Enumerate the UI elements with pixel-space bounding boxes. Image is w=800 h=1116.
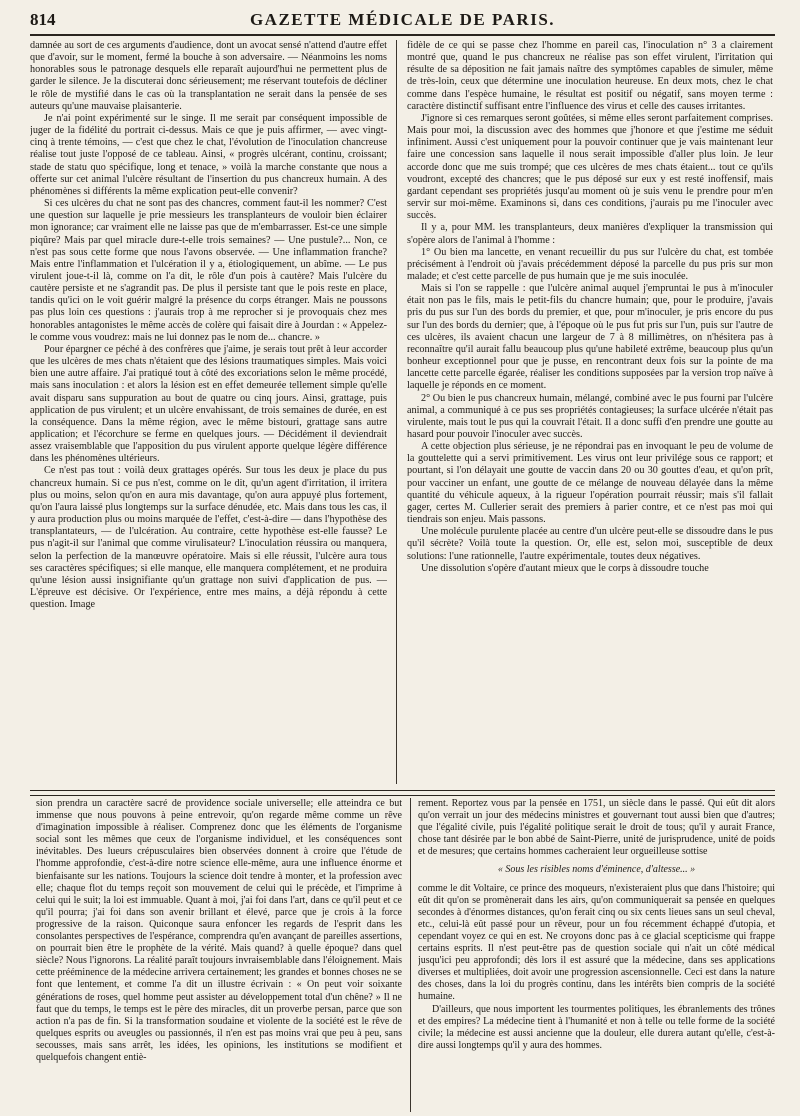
feuilleton-column-left bbox=[36, 798, 402, 1112]
paragraph: Mais si l'on se rappelle : que l'ulcère animal auquel j'empruntai le pus à m'inoculer était non pas le fils, mais le petit-fils du chancre humain; que, pour le produire, j'avais pris du pus sur l'un des bords du premier, et que, pour m'inoculer, je pris encore du pus sur l'un des bords du dernier; que, à l'époque où le pus fut pris sur l'un, puis sur l'autre de ces ulcères, ils avaient chacun une largeur de 7 à 8 millimètres, on n'hésitera pas à reconnaître qu'il aurait fallu beaucoup plus qu'une habileté extrême, beaucoup plus qu'un bonheur exceptionnel pour que je pusse, en rencontrant deux fois sur la pointe de ma lancette cette parcelle égarée, réaliser les conditions supposées par la version trop naïve à laquelle je réponds en ce moment. bbox=[407, 283, 773, 392]
paragraph: 2° Ou bien le pus chancreux humain, mélangé, combiné avec le pus fourni par l'ulcère animal, a communiqué à ce pus ses propriétés contagieuses; la surface ulcérée n'était pas virulente, mais tout le pus qui la couvrait l'était. Il a donc suffi d'en prendre une goutte au hasard pour pouvoir l'inoculer avec succès. bbox=[407, 392, 773, 440]
paragraph: Il y a, pour MM. les transplanteurs, deux manières d'expliquer la transmission qui s'opère alors de l'animal à l'homme : bbox=[407, 222, 773, 246]
column-divider bbox=[396, 40, 397, 784]
section-separator bbox=[30, 790, 775, 796]
paragraph: comme le dit Voltaire, ce prince des moqueurs, n'existeraient plus que dans l'histoire; qui eût dit qu'on se promènerait dans les airs, qu'on communiquerait sa pensée en quelques secondes à d'énormes distances, qu'on ferait cinq ou six cents lieues sans un seul cheval, etc., celui-là eût passé pour un rêveur, pour un fou récemment échappé d'utopia, et cependant voyez ce qui en est. Ne croyons donc pas à ce glacial scepticisme qui frappe certains esprits. Il n'est peut-être pas de question sociale qui n'ait un côté médical jusqu'ici peu approfondi; dès lors il est assuré que la médecine, dans ses applications diverses et multipliées, doit avoir une progression ascensionnelle. Ceci est dans la nature des choses, dans la loi du progrès continu, dans les intérêts bien compris de la société humaine. bbox=[418, 882, 775, 1003]
verse-quote: « Sous les risibles noms d'éminence, d'altesse... » bbox=[497, 864, 696, 876]
paragraph: Une dissolution s'opère d'autant mieux que le corps à dissoudre touche bbox=[421, 562, 709, 574]
paragraph: Ce n'est pas tout : voilà deux grattages opérés. Sur tous les deux je place du pus chancreux humain. Si ce pus n'est, comme on le dit, qu'un agent d'irritation, il irritera plus ou moins, selon qu'on en aura mis davantage, qu'on aura appuyé plus fortement, qu'on l'aura laissé plus longtemps sur la surface dénudée, etc. Mais dans tous les cas, il y aura production plus ou moins marquée de l'effet, c'est-à-dire — dans l'hypothèse des transplantateurs, — de l'ulcération. Au contraire, cette hypothèse est-elle fausse? Le pus n'agit-il sur l'animal que comme virulisateur? L'inoculation réussira ou manquera, selon la perfection de la manœuvre opératoire. Mais si elle réussit, l'ulcère aura tous ses caractères spécifiques; si elle manque, elle manquera complétement, et ne produira qu'une lésion aussi insignifiante qu'un grattage non suivi d'application de pus. — L'épreuve est décisive. Or l'expérience, entre mes mains, a déjà répondu à cette question. Image bbox=[30, 465, 387, 611]
paragraph: Je n'ai point expérimenté sur le singe. Il me serait par conséquent impossible de juger de la fidélité du portrait ci-dessus. Mais ce que je puis affirmer, — avec vingt-cinq à trente témoins, — c'est que chez le chat, l'évolution de l'inoculation chancreuse réalise tout juste l'opposé de ce tableau. Ainsi, « progrès ulcérant, continu, croissant; stade de statu quo spécifique, long et tenace, » voilà la marche constante que nous a offerte sur cet animal l'ulcère résultant de l'insertion du pus chancreux humain. A des phénomènes si différents la même explication peut-elle convenir? bbox=[30, 112, 387, 197]
column-divider bbox=[410, 798, 411, 1112]
paragraph: damnée au sort de ces arguments d'audience, dont un avocat sensé n'attend d'autre effet que d'avoir, sur le moment, fermé la bouche à son adversaire. — Néanmoins les noms honorables sous le patronage desquels elle reparaît aujourd'hui ne permettent plus de garder le silence. Je la discuterai donc sérieusement; me réservant toutefois de décliner le rôle de mystifié dans le cas où la transplantation ne serait dans la pensée de ses auteurs qu'une mauvaise plaisanterie. bbox=[30, 40, 387, 112]
article-column-right bbox=[407, 40, 773, 784]
paragraph: J'ignore si ces remarques seront goûtées, si même elles seront parfaitement comprises. Mais pour moi, la discussion avec des hommes que j'honore et que j'estime me séduit infiniment. Aussi c'est uniquement pour la pouvoir continuer que je vais maintenant leur faire une concession sans laquelle il nous serait impossible d'aller plus loin. Je leur accorde donc que me suis trompé; que ces ulcères de mes chats étaient... tout ce qu'ils voudront, excepté des chancres; que le pus déposé sur eux y est resté inoffensif, mais gardant cependant ses propriétés jusqu'au moment où je suis venu le prendre pour m'en servir sur moi-même. Examinons si, dans ces conditions, j'aurais pu me l'inoculer avec succès. bbox=[407, 112, 773, 222]
article-column-left bbox=[30, 40, 387, 784]
page-header bbox=[30, 8, 775, 36]
paragraph: Si ces ulcères du chat ne sont pas des chancres, comment faut-il les nommer? C'est une question sur laquelle je prie messieurs les transplanteurs de vouloir bien éclairer mon ignorance; car vraiment elle ne laisse pas que de m'embarrasser. Est-ce une simple piqûre? Mais par quel miracle dure-t-elle trois semaines? — Une pustule?... Non, ce n'est pas sous cette forme que nous l'avons observée. — Une inflammation franche? Mais entre l'inflammation et l'ulcération il y a, étiologiquement, un abîme. — Le pus virulent joue-t-il là, comme on l'a dit, le rôle d'un pois à cautère? Mais l'ulcère du cautère persiste et ne s'agrandit pas. De plus il persiste tant que le pois reste en place, tandis qu'ici on le voit guérir malgré la présence du corps étranger. Mais ne poussons pas plus loin ces questions : j'aurais trop à me reprocher si je provoquais chez mes honorables antagonistes le même accès de colère qui faisait dire à Jourdan : « Appelez-le comme vous voudrez: mais ne lui donnez pas le nom de... chancre. » bbox=[30, 198, 387, 343]
paragraph: A cette objection plus sérieuse, je ne répondrai pas en invoquant le peu de volume de la gouttelette qui a servi primitivement. Les virus ont leur privilége sous ce rapport; et pourtant, si l'on délayait une goutte de vaccin dans 20 ou 30 gouttes d'eau, et qu'on prît, pour vacciner un enfant, une goutte de ce mélange de nouveau délayée dans la même quantité du véhicule aqueux, à la rigueur l'opération pourrait réussir; mais s'il fallait gager, certes M. Cullerier serait des premiers à parier contre, et ce n'est pas moi qui tiendrais son enjeu. Mais passons. bbox=[407, 441, 773, 526]
feuilleton-column-right bbox=[418, 798, 775, 1112]
running-title: GAZETTE MÉDICALE DE PARIS. bbox=[249, 10, 556, 29]
paragraph: Pour épargner ce péché à des confrères que j'aime, je serais tout prêt à leur accorder que les ulcères de mes chats n'étaient que des lésions traumatiques simples. Mais voici bien une autre affaire. J'ai pratiqué tout à côté des excoriations selon le même procédé, mais sans inoculation : et alors la lésion est en effet demeurée tellement simple qu'elle avait disparu sans suppuration au bout de quatre ou cinq jours. Ainsi, grattage, puis application de pus virulent; et un ulcère envahissant, de trois semaines de durée, en est la conséquence. Dans la même région, avec le même bistouri, grattage sans autre application; et l'écorchure se ferme en quelques jours. — Décidément il deviendrait assez vraisemblable que l'apposition du pus virulent apporte quelque légère différence dans les phénomènes ultérieurs. bbox=[30, 343, 387, 465]
paragraph: Une molécule purulente placée au centre d'un ulcère peut-elle se dissoudre dans le pus qu'il sécrète? Voilà toute la question. Or, elle est, selon moi, susceptible de deux solutions: l'une rationnelle, l'autre expérimentale, toutes deux négatives. bbox=[407, 526, 773, 562]
paragraph: rement. Reportez vous par la pensée en 1751, un siècle dans le passé. Qui eût dit alors qu'on verrait un jour des médecins ministres et gouvernant tout aussi bien que d'autres; que l'égalité civile, puis l'égalité politique serait le droit de tous; qu'il y aurait France, chose tant désirée par le bon abbé de Saint-Pierre, unité de jurisprudence, unité de poids et de mesures; que certains hommes cacheraient leur orgueilleuse sottise bbox=[418, 798, 775, 858]
paragraph: D'ailleurs, que nous importent les tourmentes politiques, les ébranlements des trônes et des empires? La médecine tient à l'humanité et non à telle ou telle forme de la société civile; la médecine est aussi ancienne que la douleur, elle durera autant qu'elle, c'est-à-dire aussi longtemps qu'il y aura des hommes. bbox=[418, 1003, 775, 1051]
paragraph: fidèle de ce qui se passe chez l'homme en pareil cas, l'inoculation n° 3 a clairement montré que, quand le pus chancreux ne réalise pas son effet virulent, l'irritation qui résulte de sa déposition ne fait jamais naître des symptômes capables de simuler, même de très-loin, ceux que détermine une inoculation heureuse. En deux mots, chez le chat comme dans l'espèce humaine, le résultat est positif ou négatif, sans moyen terme : caractère distinctif suffisant entre l'influence des virus et celle des causes irritantes. bbox=[407, 40, 773, 112]
paragraph: sion prendra un caractère sacré de providence sociale universelle; elle atteindra ce but immense que nous pouvons à peine entrevoir, qu'on regarde même comme un rêve d'imagination impossible à réaliser. Comprenez donc que les éléments de l'organisme social sont les mêmes que ceux de l'organisme individuel, et les conséquences sont inévitables. Des lueurs crépusculaires bien observées donnent à croire que l'étude de l'homme approfondie, c'est-à-dire notre science elle-même, aura une influence énorme et bienfaisante sur les nations. Toujours la science doit tendre à monter, et la profession avec elle; chaque flot du temps reçoit son mouvement de celui qui le précède, et l'imprime à celui qui le suit; la loi est immuable. Quant à moi, j'ai foi dans l'art, dans ce qu'il peut et ce qu'il pourra; j'ai foi dans son avenir brillant et élevé, parce que je crois à la force progressive de la raison. Quiconque saura enfoncer les regards de l'esprit dans les consolantes perspectives de l'espérance, comprendra qu'en avançant de pareilles assertions, on pourrait bien être le prophète de la vérité. Mais quand? à quelle époque? dans quel siècle? Nous l'ignorons. La réalité paraît toujours invraisemblable dans l'éloignement. Mais cette prééminence de la médecine arrivera certainement; les grandes et bonnes choses ne se font que lentement, et comme l'a dit un illustre écrivain : « On peut voir soixante générations de roses, quel homme peut assister au développement total d'un chêne? » Il ne faut que du temps, le temps est le père des miracles, dit un proverbe persan, parce que son action n'a pas de fin. Si la transformation soudaine et violente de la société est le rêve de quelques esprits ou aveugles ou passionnés, il n'en est pas moins vrai que peu à peu, sans secousses, mais sans arrêt, les idées, les opinions, les institutions se modifient et quelquefois changent entiè- bbox=[36, 798, 402, 1063]
paragraph: 1° Ou bien ma lancette, en venant recueillir du pus sur l'ulcère du chat, est tombée précisément à l'endroit où j'avais précédemment déposé la parcelle du pus pris sur mon malade; et c'est cette parcelle de pus humain que je me suis inoculée. bbox=[407, 246, 773, 282]
page-number: 814 bbox=[30, 10, 56, 29]
